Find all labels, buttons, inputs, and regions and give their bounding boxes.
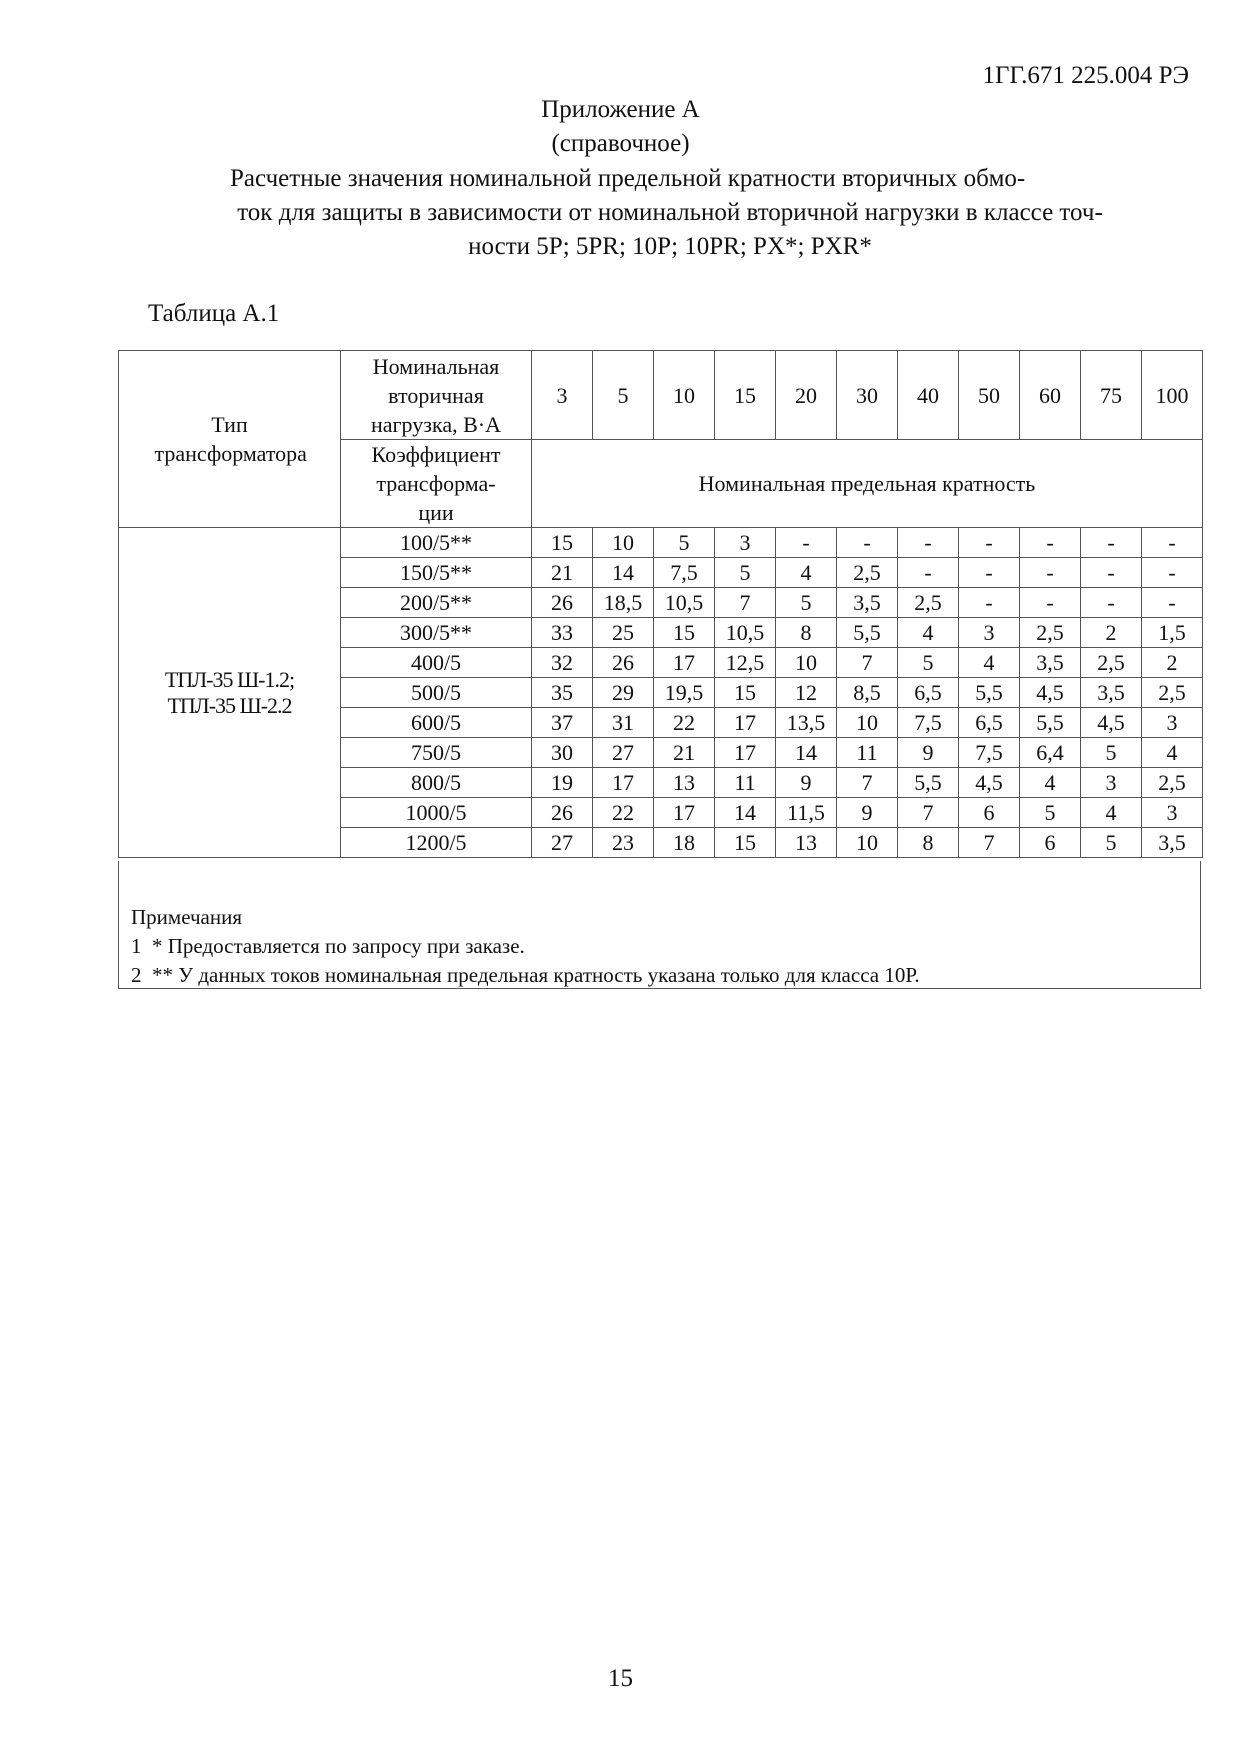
value-cell: 3 xyxy=(1142,798,1203,828)
appendix-heading xyxy=(150,162,1190,264)
value-cell: 5 xyxy=(898,648,959,678)
value-cell: 5 xyxy=(1081,738,1142,768)
ratio-cell: 750/5 xyxy=(341,738,532,768)
value-cell: 21 xyxy=(654,738,715,768)
value-cell: 13,5 xyxy=(776,708,837,738)
value-cell: 33 xyxy=(532,618,593,648)
value-cell: 4 xyxy=(1081,798,1142,828)
value-cell: - xyxy=(1142,588,1203,618)
header-load-value: 5 xyxy=(593,351,654,440)
value-cell: 2,5 xyxy=(898,588,959,618)
table-row xyxy=(119,528,1203,558)
value-cell: 1,5 xyxy=(1142,618,1203,648)
limit-factor-table xyxy=(118,350,1203,858)
value-cell: 12,5 xyxy=(715,648,776,678)
value-cell: 18,5 xyxy=(593,588,654,618)
value-cell: 5 xyxy=(1081,828,1142,858)
value-cell: 5,5 xyxy=(837,618,898,648)
value-cell: 10 xyxy=(593,528,654,558)
value-cell: 7 xyxy=(837,648,898,678)
value-cell: 8,5 xyxy=(837,678,898,708)
value-cell: 27 xyxy=(593,738,654,768)
value-cell: 21 xyxy=(532,558,593,588)
value-cell: 2,5 xyxy=(1020,618,1081,648)
transformer-type-line: ТПЛ-35 Ш-1.2; xyxy=(164,666,295,692)
value-cell: - xyxy=(776,528,837,558)
value-cell: 3,5 xyxy=(837,588,898,618)
value-cell: 17 xyxy=(593,768,654,798)
value-cell: 6 xyxy=(959,798,1020,828)
value-cell: 7,5 xyxy=(654,558,715,588)
value-cell: 9 xyxy=(898,738,959,768)
header-load-value: 50 xyxy=(959,351,1020,440)
value-cell: 14 xyxy=(593,558,654,588)
value-cell: 3,5 xyxy=(1081,678,1142,708)
value-cell: 6,5 xyxy=(959,708,1020,738)
value-cell: 37 xyxy=(532,708,593,738)
ratio-cell: 100/5** xyxy=(341,528,532,558)
header-load-value: 20 xyxy=(776,351,837,440)
value-cell: 5 xyxy=(715,558,776,588)
transformer-type-line: ТПЛ-35 Ш-2.2 xyxy=(167,692,292,718)
notes-title: Примечания xyxy=(131,905,243,929)
value-cell: - xyxy=(898,558,959,588)
value-cell: - xyxy=(959,588,1020,618)
document-code: 1ГГ.671 225.004 РЭ xyxy=(982,62,1189,89)
ratio-cell: 400/5 xyxy=(341,648,532,678)
value-cell: 10 xyxy=(837,708,898,738)
header-load-value: 75 xyxy=(1081,351,1142,440)
ratio-cell: 150/5** xyxy=(341,558,532,588)
value-cell: 9 xyxy=(837,798,898,828)
table-notes xyxy=(118,861,1201,989)
value-cell: 4 xyxy=(1020,768,1081,798)
value-cell: 12 xyxy=(776,678,837,708)
header-load-value: 40 xyxy=(898,351,959,440)
value-cell: 23 xyxy=(593,828,654,858)
value-cell: 4 xyxy=(776,558,837,588)
value-cell: 3 xyxy=(1142,708,1203,738)
value-cell: 26 xyxy=(532,798,593,828)
heading-line-2: ток для защиты в зависимости от номинальной вторичной нагрузки в классе точ- xyxy=(237,199,1103,226)
value-cell: 3 xyxy=(1081,768,1142,798)
header-limit-factor: Номинальная предельная кратность xyxy=(532,440,1203,528)
value-cell: 15 xyxy=(654,618,715,648)
value-cell: 4 xyxy=(898,618,959,648)
value-cell: 19,5 xyxy=(654,678,715,708)
value-cell: - xyxy=(1020,558,1081,588)
value-cell: 15 xyxy=(715,678,776,708)
value-cell: - xyxy=(1081,528,1142,558)
value-cell: 29 xyxy=(593,678,654,708)
value-cell: 18 xyxy=(654,828,715,858)
value-cell: 13 xyxy=(654,768,715,798)
value-cell: 7 xyxy=(715,588,776,618)
value-cell: 31 xyxy=(593,708,654,738)
value-cell: 26 xyxy=(593,648,654,678)
heading-line-1: Расчетные значения номинальной предельной кратности вторичных обмо- xyxy=(230,165,1026,192)
value-cell: 10 xyxy=(776,648,837,678)
value-cell: - xyxy=(837,528,898,558)
value-cell: 26 xyxy=(532,588,593,618)
value-cell: 25 xyxy=(593,618,654,648)
value-cell: 7,5 xyxy=(898,708,959,738)
value-cell: 4,5 xyxy=(959,768,1020,798)
value-cell: - xyxy=(1020,588,1081,618)
value-cell: 7 xyxy=(959,828,1020,858)
ratio-cell: 500/5 xyxy=(341,678,532,708)
note-1: 1 * Предоставляется по запросу при заказе. xyxy=(131,934,525,958)
value-cell: 17 xyxy=(654,648,715,678)
header-load-value: 15 xyxy=(715,351,776,440)
value-cell: 2,5 xyxy=(837,558,898,588)
heading-line-3: ности 5P; 5PR; 10P; 10PR; PX*; PXR* xyxy=(468,233,872,260)
header-load-value: 10 xyxy=(654,351,715,440)
value-cell: 22 xyxy=(593,798,654,828)
value-cell: - xyxy=(1142,528,1203,558)
value-cell: - xyxy=(959,558,1020,588)
ratio-cell: 1000/5 xyxy=(341,798,532,828)
value-cell: - xyxy=(898,528,959,558)
value-cell: - xyxy=(1020,528,1081,558)
value-cell: 2,5 xyxy=(1142,678,1203,708)
value-cell: 9 xyxy=(776,768,837,798)
value-cell: 10,5 xyxy=(654,588,715,618)
value-cell: 17 xyxy=(654,798,715,828)
value-cell: 17 xyxy=(715,708,776,738)
page-number: 15 xyxy=(608,1665,633,1692)
note-2: 2 ** У данных токов номинальная предельная кратность указана только для класса 10Р. xyxy=(131,963,920,987)
value-cell: 7,5 xyxy=(959,738,1020,768)
value-cell: 4 xyxy=(1142,738,1203,768)
value-cell: 4 xyxy=(959,648,1020,678)
header-load-value: 3 xyxy=(532,351,593,440)
value-cell: - xyxy=(1081,558,1142,588)
value-cell: 2,5 xyxy=(1081,648,1142,678)
header-load-value: 100 xyxy=(1142,351,1203,440)
value-cell: 19 xyxy=(532,768,593,798)
value-cell: 32 xyxy=(532,648,593,678)
value-cell: 2 xyxy=(1081,618,1142,648)
header-transformer-type: Тип трансформатора xyxy=(119,351,341,528)
value-cell: 3 xyxy=(959,618,1020,648)
value-cell: 13 xyxy=(776,828,837,858)
value-cell: 4,5 xyxy=(1020,678,1081,708)
ratio-cell: 600/5 xyxy=(341,708,532,738)
value-cell: 35 xyxy=(532,678,593,708)
value-cell: 14 xyxy=(715,798,776,828)
value-cell: 8 xyxy=(776,618,837,648)
value-cell: 6,5 xyxy=(898,678,959,708)
value-cell: 17 xyxy=(715,738,776,768)
value-cell: 3,5 xyxy=(1020,648,1081,678)
value-cell: 15 xyxy=(532,528,593,558)
value-cell: 5 xyxy=(776,588,837,618)
value-cell: 10,5 xyxy=(715,618,776,648)
ratio-cell: 300/5** xyxy=(341,618,532,648)
value-cell: 27 xyxy=(532,828,593,858)
table-label: Таблица А.1 xyxy=(148,300,280,327)
ratio-cell: 1200/5 xyxy=(341,828,532,858)
value-cell: 11,5 xyxy=(776,798,837,828)
ratio-cell: 200/5** xyxy=(341,588,532,618)
header-ratio: Коэффициент трансформа-ции xyxy=(341,440,532,528)
value-cell: 5 xyxy=(1020,798,1081,828)
value-cell: 11 xyxy=(837,738,898,768)
value-cell: 7 xyxy=(837,768,898,798)
header-load-value: 60 xyxy=(1020,351,1081,440)
value-cell: 8 xyxy=(898,828,959,858)
value-cell: - xyxy=(1142,558,1203,588)
value-cell: 2 xyxy=(1142,648,1203,678)
value-cell: 5,5 xyxy=(959,678,1020,708)
value-cell: 22 xyxy=(654,708,715,738)
value-cell: 2,5 xyxy=(1142,768,1203,798)
ratio-cell: 800/5 xyxy=(341,768,532,798)
header-load-value: 30 xyxy=(837,351,898,440)
value-cell: 11 xyxy=(715,768,776,798)
value-cell: 4,5 xyxy=(1081,708,1142,738)
value-cell: 6,4 xyxy=(1020,738,1081,768)
value-cell: - xyxy=(959,528,1020,558)
value-cell: 3,5 xyxy=(1142,828,1203,858)
value-cell: - xyxy=(1081,588,1142,618)
value-cell: 5,5 xyxy=(1020,708,1081,738)
value-cell: 5,5 xyxy=(898,768,959,798)
value-cell: 3 xyxy=(715,528,776,558)
appendix-title: Приложение А xyxy=(541,96,700,123)
transformer-type-cell xyxy=(119,528,341,858)
value-cell: 30 xyxy=(532,738,593,768)
value-cell: 14 xyxy=(776,738,837,768)
value-cell: 6 xyxy=(1020,828,1081,858)
appendix-subtitle: (справочное) xyxy=(551,130,690,157)
value-cell: 7 xyxy=(898,798,959,828)
value-cell: 5 xyxy=(654,528,715,558)
header-load: Номинальная вторичная нагрузка, В·А xyxy=(341,351,532,440)
value-cell: 10 xyxy=(837,828,898,858)
value-cell: 15 xyxy=(715,828,776,858)
